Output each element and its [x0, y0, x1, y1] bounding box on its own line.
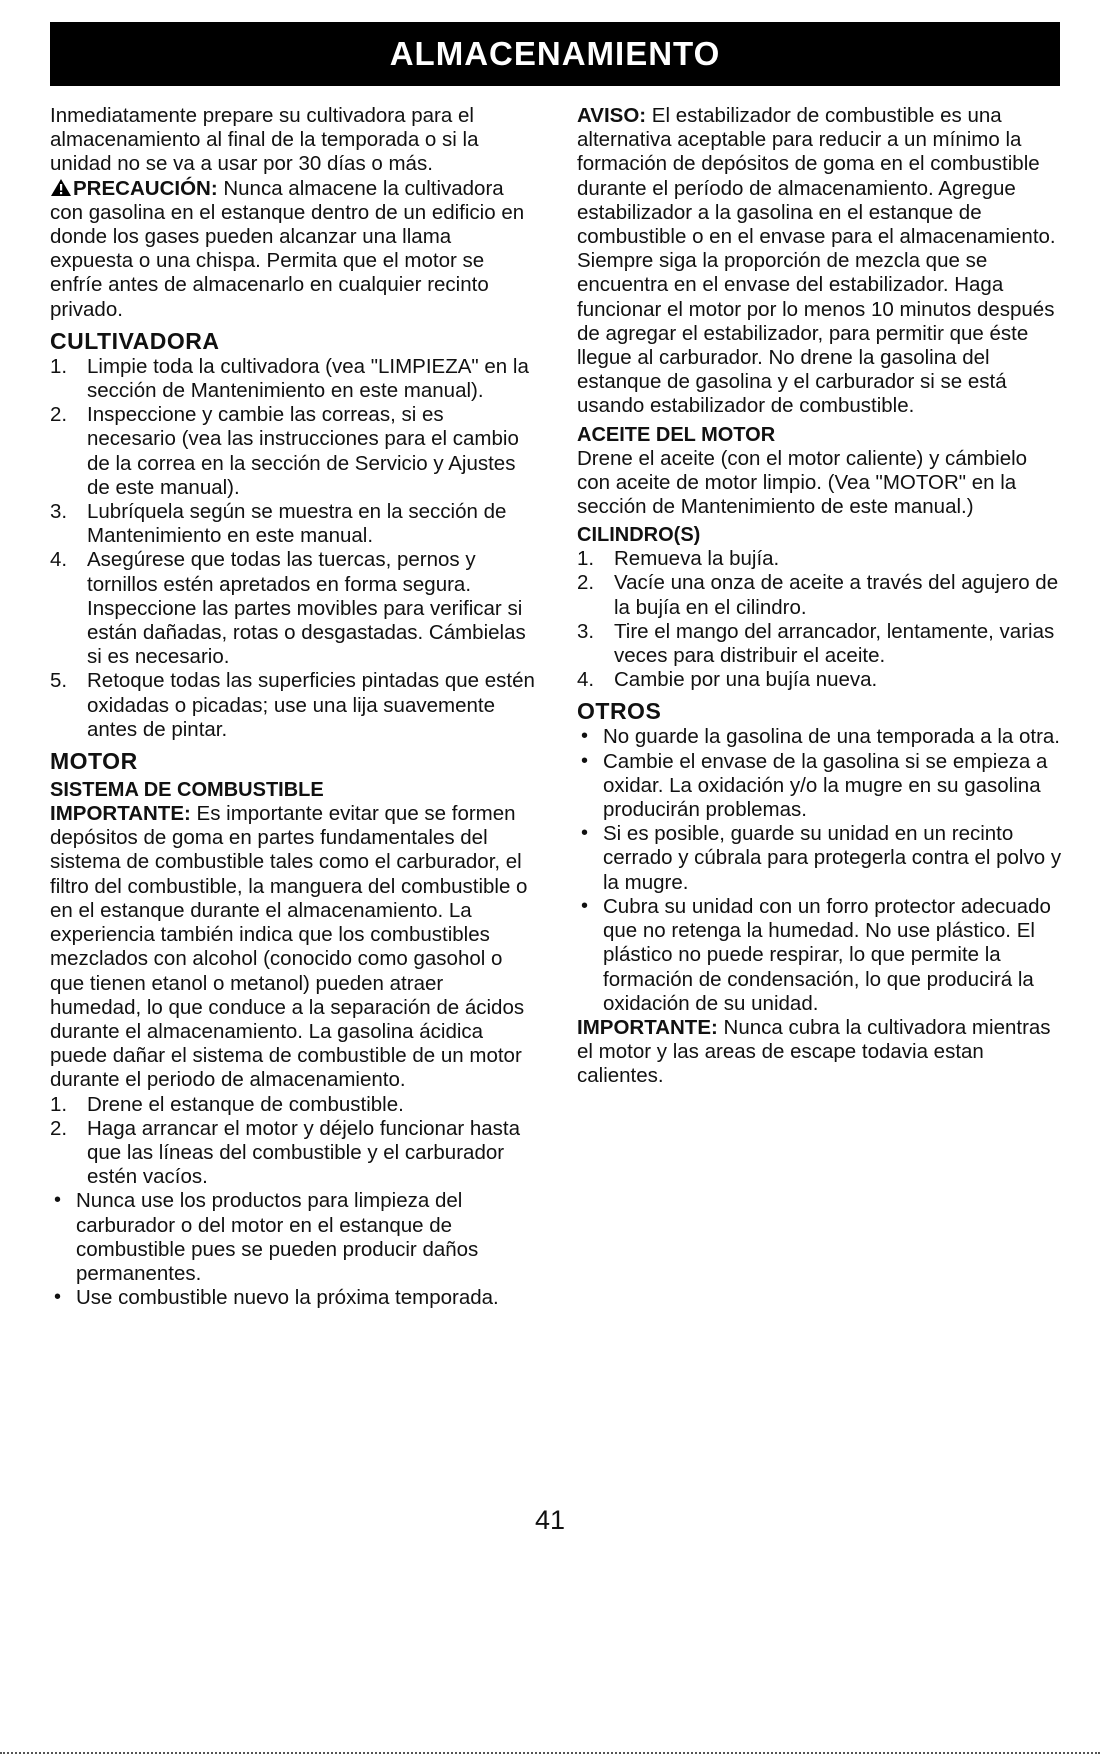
- list-item: [50, 500, 535, 548]
- list-item: [50, 355, 535, 403]
- important-paragraph: [50, 802, 535, 1092]
- caution-label: PRECAUCIÓN:: [73, 176, 218, 200]
- bullet-icon: •: [54, 1286, 62, 1309]
- heading-engine-oil: ACEITE DEL MOTOR: [577, 423, 776, 446]
- step-text: Lubríquela según se muestra en la sección de Mantenimiento en este manual.: [87, 500, 507, 548]
- bullet-text: Cubra su unidad con un forro protector adecuado que no retenga la humedad. No use plástico. El plástico no puede respirar, lo que permite la formación de condensación, lo que producirá la oxidación de su unidad.: [603, 894, 1051, 1015]
- step-number: 2.: [577, 571, 595, 595]
- step-number: 4.: [50, 548, 68, 572]
- step-text: Retoque todas las superficies pintadas que estén oxidadas o picadas; use una lija suavemente antes de pintar.: [87, 669, 535, 741]
- heading-motor: MOTOR: [50, 748, 138, 775]
- step-text: Remueva la bujía.: [614, 547, 780, 571]
- step-number: 1.: [50, 1092, 68, 1116]
- bullet-text: Si es posible, guarde su unidad en un recinto cerrado y cúbrala para protegerla contra el polvo y la mugre.: [603, 822, 1062, 894]
- bullet-icon: •: [54, 1189, 62, 1212]
- step-text: Cambie por una bujía nueva.: [614, 668, 878, 692]
- important-label: IMPORTANTE:: [50, 802, 191, 826]
- bullet-text: Cambie el envase de la gasolina si se empieza a oxidar. La oxidación y/o la mugre en su gasolina producirán problemas.: [603, 749, 1048, 822]
- final-important-label: IMPORTANTE:: [577, 1015, 718, 1039]
- page-number: 41: [534, 1505, 566, 1535]
- warning-triangle-icon: [50, 178, 72, 197]
- step-number: 1.: [50, 354, 68, 378]
- step-number: 3.: [577, 619, 595, 643]
- list-item: [577, 725, 1062, 749]
- cultivadora-steps-list: [50, 355, 535, 742]
- step-text: Tire el mango del arrancador, lentamente, varias veces para distribuir el aceite.: [614, 619, 1055, 668]
- oil-paragraph: Drene el aceite (con el motor caliente) y cámbielo con aceite de motor limpio. (Vea "MOTOR" en la sección de Mantenimiento de este manual.): [577, 446, 1028, 519]
- heading-cultivadora: CULTIVADORA: [50, 327, 220, 354]
- final-important-text: Nunca cubra la cultivadora mientras el motor y las areas de escape todavia estan calientes.: [577, 1015, 1051, 1088]
- step-text: Inspeccione y cambie las correas, si es necesario (vea las instrucciones para el cambio de la correa en la sección de Servicio y Ajustes de este manual).: [87, 403, 519, 499]
- list-item: [50, 1093, 535, 1117]
- list-item: [577, 895, 1062, 1016]
- bullet-icon: •: [581, 894, 589, 917]
- fuel-bullets-list: [50, 1189, 535, 1310]
- right-column: [577, 104, 1062, 1089]
- list-item: [50, 403, 535, 500]
- cylinder-steps-list: [577, 547, 1062, 692]
- bullet-icon: •: [581, 725, 589, 748]
- notice-paragraph: [577, 104, 1062, 419]
- list-item: [577, 750, 1062, 823]
- step-number: 5.: [50, 669, 68, 693]
- heading-cylinders: CILINDRO(S): [577, 524, 701, 547]
- step-number: 2.: [50, 1116, 68, 1140]
- list-item: [50, 1117, 535, 1190]
- bullet-text: No guarde la gasolina de una temporada a la otra.: [603, 725, 1061, 749]
- caution-paragraph: [50, 177, 535, 322]
- step-number: 4.: [577, 668, 595, 692]
- step-number: 1.: [577, 547, 595, 571]
- list-item: [577, 547, 1062, 571]
- step-number: 2.: [50, 403, 68, 427]
- bottom-divider: [0, 1752, 1100, 1754]
- notice-text: El estabilizador de combustible es una alternativa aceptable para reducir a un mínimo la formación de depósitos de goma en el combustible durante el período de almacenamiento. Agregue estabilizador a la gasolina en el estanque de combustible o en el envase para el almacenamiento. Siempre siga la proporción de mezcla que se encuentra en el envase del estabilizador. Haga funcionar el motor por lo menos 10 minutos después de agregar el estabilizador, para permitir que éste llegue al carburador. No drene la gasolina del estanque de gasolina y el carburador si se está usando estabilizador de combustible.: [577, 104, 1056, 418]
- bullet-icon: •: [581, 749, 589, 772]
- list-item: [50, 669, 535, 742]
- bullet-text: Nunca use los productos para limpieza del carburador o del motor en el estanque de combustible pues se pueden producir daños permanentes.: [76, 1189, 479, 1285]
- important-text: Es importante evitar que se formen depósitos de goma en partes fundamentales del sistema de combustible tales como el carburador, el filtro del combustible, la manguera del combustible o en el estanque durante el almacenamiento. La experiencia también indica que los combustibles mezclados con alcohol (conocido como gasohol o que tienen etanol o metanol) pueden atraer humedad, lo que conduce a la separación de ácidos durante el almacenamiento. La gasolina ácidica puede dañar el sistema de combustible de un motor durante el periodo de almacenamiento.: [50, 802, 528, 1092]
- list-item: [50, 1286, 535, 1310]
- step-text: Haga arrancar el motor y déjelo funcionar hasta que las líneas del combustible y el carburador estén vacíos.: [87, 1116, 521, 1189]
- page-header-bar: [50, 22, 1060, 86]
- step-text: Drene el estanque de combustible.: [87, 1092, 404, 1116]
- step-number: 3.: [50, 500, 68, 524]
- list-item: [577, 668, 1062, 692]
- page-title: ALMACENAMIENTO: [389, 35, 721, 72]
- fuel-steps-list: [50, 1093, 535, 1190]
- caution-text: Nunca almacene la cultivadora con gasolina en el estanque dentro de un edificio en donde los gases pueden alcanzar una llama expuesta o una chispa. Permita que el motor se enfríe antes de almacenarlo en cualquier recinto privado.: [50, 176, 525, 321]
- intro-paragraph: Inmediatamente prepare su cultivadora para el almacenamiento al final de la temporada o si la unidad no se va a usar por 30 días o más.: [50, 104, 479, 176]
- otros-bullets-list: [577, 725, 1062, 1015]
- heading-otros: OTROS: [577, 698, 662, 725]
- final-important-paragraph: [577, 1016, 1062, 1089]
- step-text: Limpie toda la cultivadora (vea "LIMPIEZA" en la sección de Mantenimiento en este manual).: [87, 354, 529, 403]
- bullet-text: Use combustible nuevo la próxima temporada.: [76, 1286, 499, 1310]
- step-text: Asegúrese que todas las tuercas, pernos y tornillos estén apretados en forma segura. Inspeccione las partes movibles para verificar si están dañadas, rotas o desgastadas. Cámbielas si es necesario.: [87, 548, 526, 669]
- bullet-icon: •: [581, 822, 589, 845]
- list-item: [577, 822, 1062, 895]
- list-item: [577, 620, 1062, 668]
- left-column: [50, 104, 535, 1310]
- heading-fuel-system: SISTEMA DE COMBUSTIBLE: [50, 779, 324, 802]
- notice-label: AVISO:: [577, 104, 647, 127]
- step-text: Vacíe una onza de aceite a través del agujero de la bujía en el cilindro.: [614, 571, 1059, 619]
- list-item: [577, 571, 1062, 619]
- list-item: [50, 1189, 535, 1286]
- list-item: [50, 548, 535, 669]
